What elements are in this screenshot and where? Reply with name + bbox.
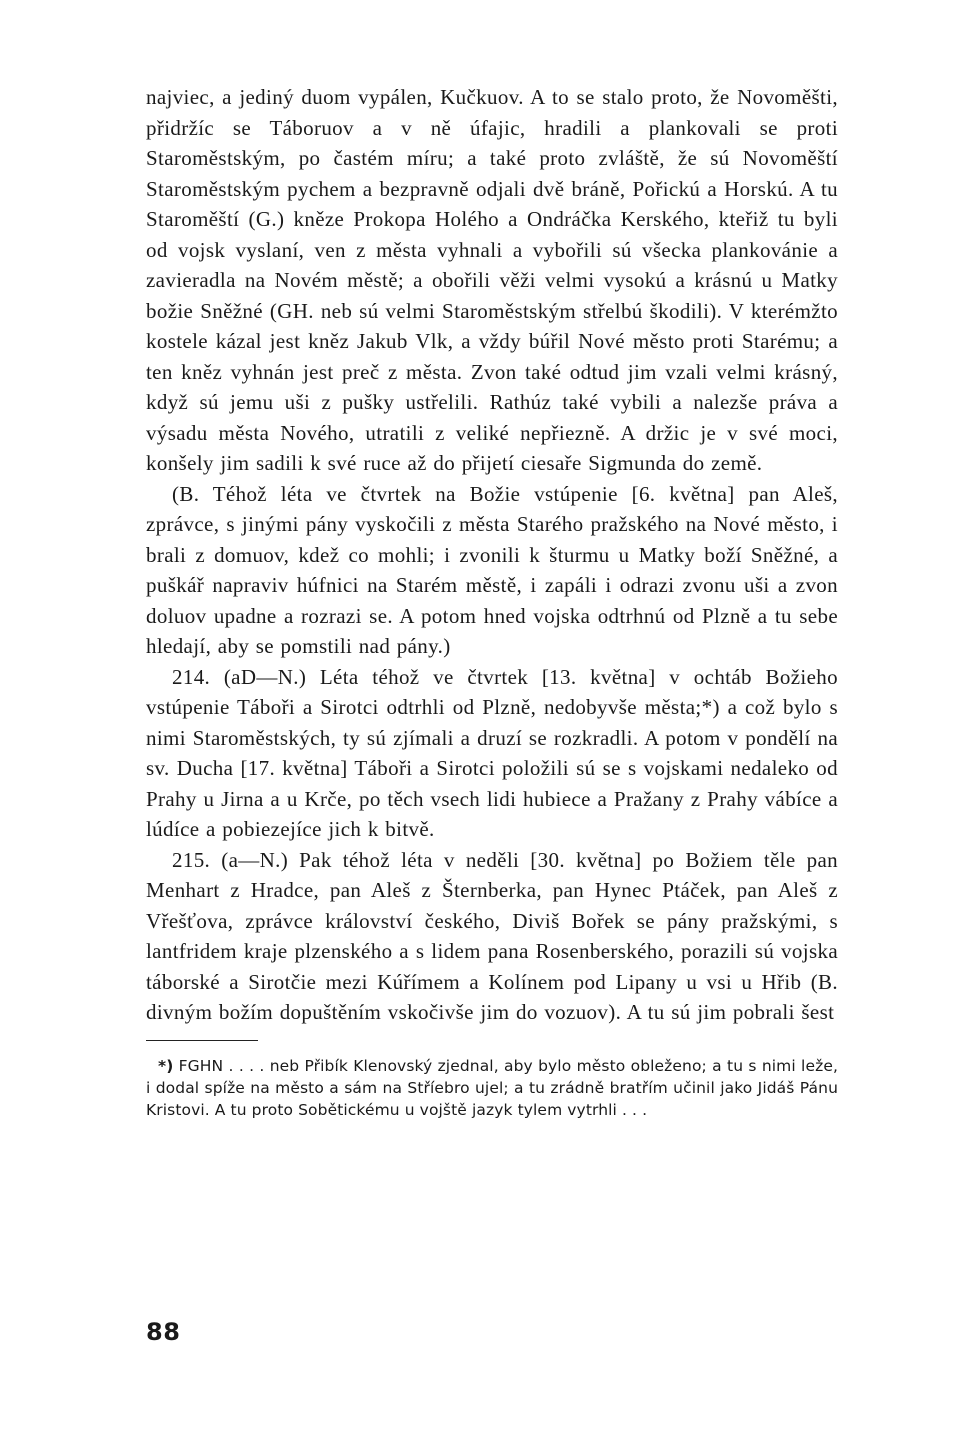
footnote-divider — [146, 1040, 258, 1041]
page-content — [146, 82, 838, 1121]
main-text — [146, 82, 838, 1028]
page-number: 88 — [146, 1318, 181, 1346]
paragraph: (B. Téhož léta ve čtvrtek na Božie vstúpenie [6. května] pan Aleš, zprávce, s jinými pány vyskočili z města Starého pražského na Nové město, i brali z domuov, kdež co mohli; i zvonili k šturmu u Matky boží Sněžné, a puškář napraviv húfnici na Starém městě, i zapáli i odrazi zvonu uši a zvon doluov upadne a rozrazi se. A potom hned vojska odtrhnú od Plzně a tu sebe hledají, aby se pomstili nad pány.) — [146, 481, 838, 658]
paragraph: najviec, a jediný duom vypálen, Kučkuov. A to se stalo proto, že Novoměšti, přidržíc se Táboruov a v ně úfajic, hradili a plankovali se proti Staroměstským, po častém míru; a také proto zvláště, že sú Novoměští Staroměstským pychem a bezpravně odjali dvě bráně, Pořickú a Horskú. A tu Staroměští (G.) kněze Prokopa Holého a Ondráčka Kerského, kteřiž tu byli od vojsk vyslaní, ven z města vyhnali a vybořili sú všecka plankovánie a zavieradla na Novém městě; a obořili věži velmi vysokú a krásnú u Matky božie Sněžné (GH. neb sú velmi Staroměstským střelbú škodili). V kterémžto kostele kázal jest kněz Jakub Vlk, a vždy búřil Nové město proti Starému; a ten kněz vyhnán jest preč z města. Zvon také odtud jim vzali velmi krásný, když sú jemu uši z pušky ustřelili. Rathúz také vybili a nalezše práva a výsadu města Nového, utratili z veliké nepřiezně. A držic je v své moci, konšely jim sadili k své ruce až do přijetí ciesaře Sigmunda do země. — [146, 85, 838, 475]
footnote — [146, 1055, 838, 1121]
paragraph: 215. (a—N.) Pak téhož léta v neděli [30. května] po Božiem těle pan Menhart z Hradce, pan Aleš z Šternberka, pan Hynec Ptáček, pan Aleš z Vřešťova, zprávce království českého, Diviš Bořek se pány pražskými, s lantfridem kraje plzenského a s lidem pana Rosenberského, porazili sú vojska táborské a Sirotčie mezi Kúřímem a Kolínem pod Lipany u vsi u Hřib (B. divným božím dopuštěním vskočivše jim do vozuov). A tu sú jim pobrali šest — [146, 847, 838, 1024]
footnote-text: FGHN . . . . neb Přibík Klenovský zjednal, aby bylo město obleženo; a tu s nimi leže, i dodal spíže na město a sám na Stříebro ujel; a tu zrádně bratřím učinil jako Jidáš Pánu Kristovi. A tu proto Sobětickému u vojště jazyk tylem vytrhli . . . — [146, 1056, 838, 1119]
paragraph: 214. (aD—N.) Léta téhož ve čtvrtek [13. května] v ochtáb Božieho vstúpenie Táboři a Sirotci odtrhli od Plzně, nedobyvše města;*) a což bylo s nimi Staroměstských, ty sú zjímali a druzí se rozkradli. A potom v pondělí na sv. Ducha [17. května] Táboři a Sirotci položili sú se s vojskami nedaleko od Prahy u Jirna a u Krče, po těch vsech lidi hubiece a Pražany z Prahy vábíce a lúdíce a pobiezejíce jich k bitvě. — [146, 664, 838, 841]
footnote-mark: *) — [158, 1056, 174, 1075]
